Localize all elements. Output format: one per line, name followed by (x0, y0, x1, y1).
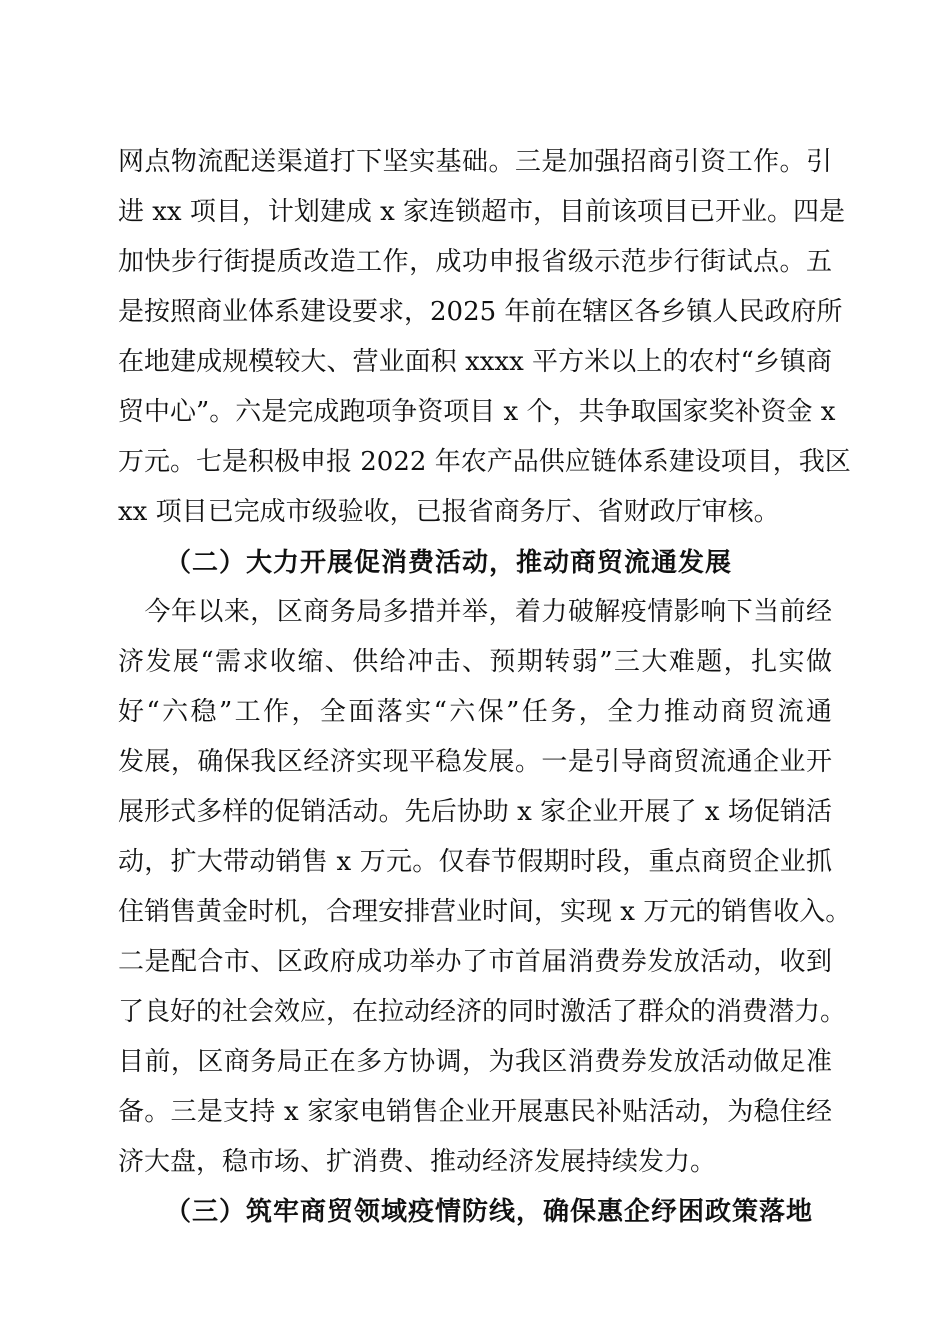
para1-line-5: 在地建成规模较大、营业面积 xxxx 平方米以上的农村“乡镇商 (118, 347, 832, 377)
para2-line-12: 济大盘，稳市场、扩消费、推动经济发展持续发力。 (118, 1147, 717, 1177)
para1-line-4: 是按照商业体系建设要求，2025 年前在辖区各乡镇人民政府所 (118, 297, 843, 327)
section-heading-2: （二）大力开展促消费活动，推动商贸流通发展 (165, 548, 733, 578)
para1-line-3: 加快步行街提质改造工作，成功申报省级示范步行街试点。五 (118, 247, 832, 277)
para2-line-3: 好“六稳”工作，全面落实“六保”任务，全力推动商贸流通 (118, 697, 832, 727)
para2-line-10: 目前，区商务局正在多方协调，为我区消费券发放活动做足准 (118, 1047, 832, 1077)
para1-line-7: 万元。七是积极申报 2022 年农产品供应链体系建设项目，我区 (118, 447, 851, 477)
para2-line-5: 展形式多样的促销活动。先后协助 x 家企业开展了 x 场促销活 (118, 797, 832, 827)
para2-line-6: 动，扩大带动销售 x 万元。仅春节假期时段，重点商贸企业抓 (118, 847, 832, 877)
para2-line-7: 住销售黄金时机，合理安排营业时间，实现 x 万元的销售收入。 (118, 897, 852, 927)
para1-line-1: 网点物流配送渠道打下坚实基础。三是加强招商引资工作。引 (118, 147, 832, 177)
para1-line-8: xx 项目已完成市级验收，已报省商务厅、省财政厅审核。 (118, 497, 780, 527)
para2-line-9: 了良好的社会效应，在拉动经济的同时激活了群众的消费潜力。 (118, 997, 847, 1027)
para2-line-2: 济发展“需求收缩、供给冲击、预期转弱”三大难题，扎实做 (118, 647, 832, 677)
section-heading-3: （三）筑牢商贸领域疫情防线，确保惠企纾困政策落地 (165, 1197, 814, 1227)
para1-line-6: 贸中心”。六是完成跑项争资项目 x 个，共争取国家奖补资金 x (118, 397, 836, 427)
para1-line-2: 进 xx 项目，计划建成 x 家连锁超市，目前该项目已开业。四是 (118, 197, 846, 227)
para2-line-1: 今年以来，区商务局多措并举，着力破解疫情影响下当前经 (118, 597, 832, 627)
para2-line-4: 发展，确保我区经济实现平稳发展。一是引导商贸流通企业开 (118, 747, 832, 777)
para2-line-11: 备。三是支持 x 家家电销售企业开展惠民补贴活动，为稳住经 (118, 1097, 832, 1127)
para2-line-8: 二是配合市、区政府成功举办了市首届消费券发放活动，收到 (118, 947, 832, 977)
